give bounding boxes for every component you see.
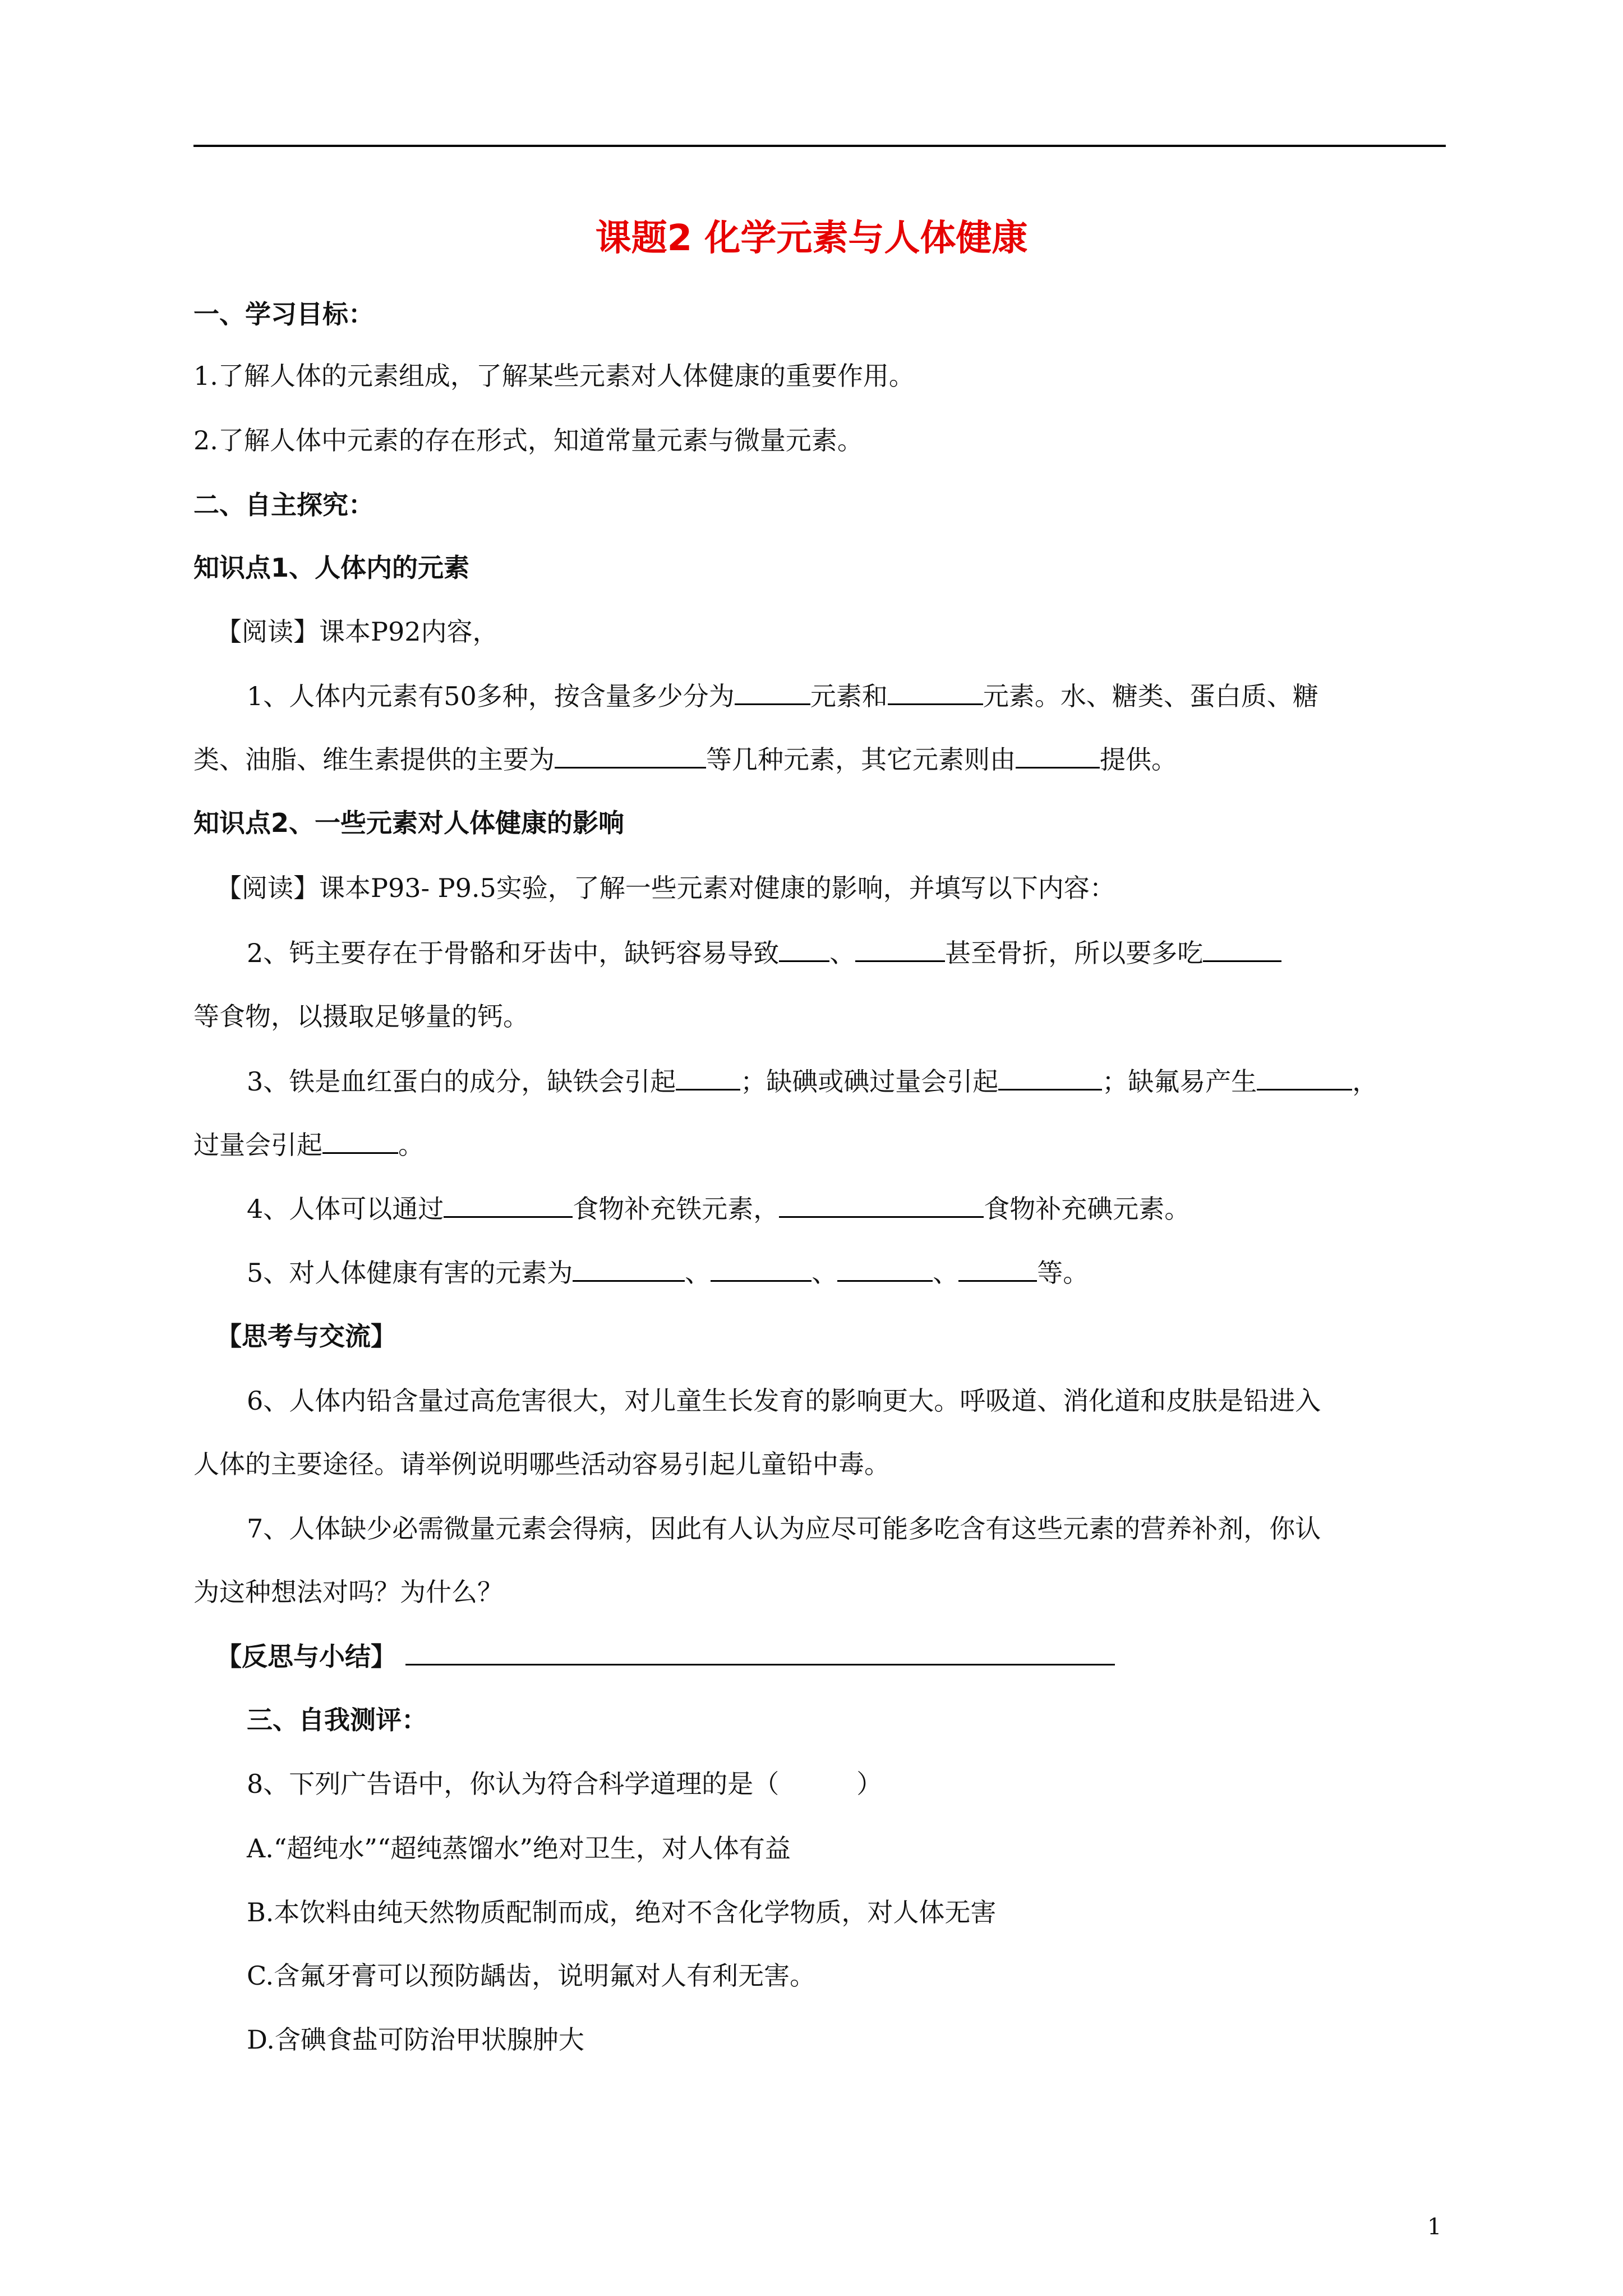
fill-blank[interactable] — [711, 1255, 811, 1282]
option-a: A.“超纯水”“超纯蒸馏水”绝对卫生，对人体有益 — [247, 1833, 791, 1864]
question-1-line-1 — [247, 679, 1318, 713]
goal-item-1: 1.了解人体的元素组成，了解某些元素对人体健康的重要作用。 — [193, 361, 915, 391]
q3-text-b: ；缺碘或碘过量会引起 — [740, 1066, 999, 1097]
question-7-line-2: 为这种想法对吗？为什么？ — [193, 1577, 503, 1607]
knowledge-point-2: 知识点2、一些元素对人体健康的影响 — [193, 808, 625, 838]
q4-text-b: 食物补充铁元素， — [573, 1194, 780, 1224]
reflection-blank[interactable] — [405, 1639, 1115, 1665]
reflection-line — [216, 1639, 1115, 1673]
fill-blank[interactable] — [676, 1064, 740, 1091]
fill-blank[interactable] — [1016, 742, 1100, 769]
q1-text-c: 元素。水、糖类、蛋白质、糖 — [983, 681, 1318, 711]
option-c: C.含氟牙膏可以预防龋齿，说明氟对人有利无害。 — [247, 1961, 816, 1991]
fill-blank[interactable] — [837, 1255, 933, 1282]
q3-text-c: ；缺氟易产生 — [1102, 1066, 1257, 1097]
q4-text-a: 4、人体可以通过 — [247, 1194, 444, 1224]
q1-text-f: 提供。 — [1100, 744, 1177, 775]
page-title: 课题2 化学元素与人体健康 — [595, 218, 1028, 259]
fill-blank[interactable] — [855, 936, 945, 962]
reading-note-1: 【阅读】课本P92内容， — [216, 616, 499, 647]
question-2-line-2: 等食物，以摄取足够量的钙。 — [193, 1001, 529, 1032]
section-heading-self-test: 三、自我测评： — [247, 1705, 427, 1735]
reflection-heading: 【反思与小结】 — [216, 1641, 396, 1672]
q1-text-d: 类、油脂、维生素提供的主要为 — [193, 744, 555, 775]
fill-blank[interactable] — [958, 1255, 1037, 1282]
question-6-line-1: 6、人体内铅含量过高危害很大，对儿童生长发育的影响更大。呼吸道、消化道和皮肤是铅进入 — [247, 1386, 1321, 1416]
fill-blank[interactable] — [322, 1128, 398, 1154]
fill-blank[interactable] — [998, 1064, 1102, 1091]
fill-blank[interactable] — [555, 742, 706, 769]
q5-separator: 、 — [685, 1258, 711, 1288]
reading-note-2: 【阅读】课本P93- P9.5实验，了解一些元素对健康的影响，并填写以下内容： — [216, 873, 1115, 903]
q2-text-a: 2、钙主要存在于骨骼和牙齿中，缺钙容易导致 — [247, 938, 780, 968]
q5-separator: 、 — [933, 1258, 959, 1288]
fill-blank[interactable] — [1257, 1064, 1352, 1091]
question-6-line-2: 人体的主要途径。请举例说明哪些活动容易引起儿童铅中毒。 — [193, 1449, 890, 1479]
fill-blank[interactable] — [444, 1191, 573, 1218]
section-heading-goals: 一、学习目标： — [193, 299, 374, 329]
fill-blank[interactable] — [735, 679, 810, 705]
question-7-line-1: 7、人体缺少必需微量元素会得病，因此有人认为应尽可能多吃含有这些元素的营养补剂，你认 — [247, 1513, 1321, 1544]
think-discuss-heading: 【思考与交流】 — [216, 1321, 396, 1351]
question-2-line-1 — [247, 936, 1281, 970]
q3-text-e: 过量会引起 — [193, 1130, 322, 1160]
q1-text-e: 等几种元素，其它元素则由 — [706, 744, 1016, 775]
q2-text-b: 、 — [829, 938, 856, 968]
fill-blank[interactable] — [1203, 936, 1281, 962]
page-number: 1 — [1427, 2214, 1442, 2240]
q2-text-c: 甚至骨折，所以要多吃 — [945, 938, 1204, 968]
question-3-line-1 — [247, 1064, 1378, 1098]
header-rule — [193, 145, 1446, 147]
option-b: B.本饮料由纯天然物质配制而成，绝对不含化学物质，对人体无害 — [247, 1897, 997, 1927]
q5-separator: 、 — [811, 1258, 838, 1288]
q5-text-a: 5、对人体健康有害的元素为 — [247, 1258, 573, 1288]
question-1-line-2 — [193, 742, 1177, 776]
q1-text-a: 1、人体内元素有50多种，按含量多少分为 — [247, 681, 735, 711]
q5-text-end: 等。 — [1037, 1258, 1089, 1288]
q1-text-b: 元素和 — [810, 681, 888, 711]
question-5 — [247, 1255, 1089, 1290]
knowledge-point-1: 知识点1、人体内的元素 — [193, 553, 470, 583]
question-3-line-2 — [193, 1128, 424, 1162]
q3-text-d: ， — [1352, 1066, 1378, 1097]
question-8: 8、下列广告语中，你认为符合科学道理的是（ ） — [247, 1769, 883, 1799]
fill-blank[interactable] — [573, 1255, 685, 1282]
question-4 — [247, 1191, 1190, 1226]
fill-blank[interactable] — [779, 1191, 984, 1218]
section-heading-explore: 二、自主探究： — [193, 490, 374, 520]
q3-text-f: 。 — [398, 1130, 424, 1160]
goal-item-2: 2.了解人体中元素的存在形式，知道常量元素与微量元素。 — [193, 425, 863, 455]
q3-text-a: 3、铁是血红蛋白的成分，缺铁会引起 — [247, 1066, 676, 1097]
fill-blank[interactable] — [779, 936, 829, 962]
fill-blank[interactable] — [888, 679, 983, 705]
option-d: D.含碘食盐可防治甲状腺肿大 — [247, 2024, 584, 2055]
q4-text-c: 食物补充碘元素。 — [984, 1194, 1191, 1224]
